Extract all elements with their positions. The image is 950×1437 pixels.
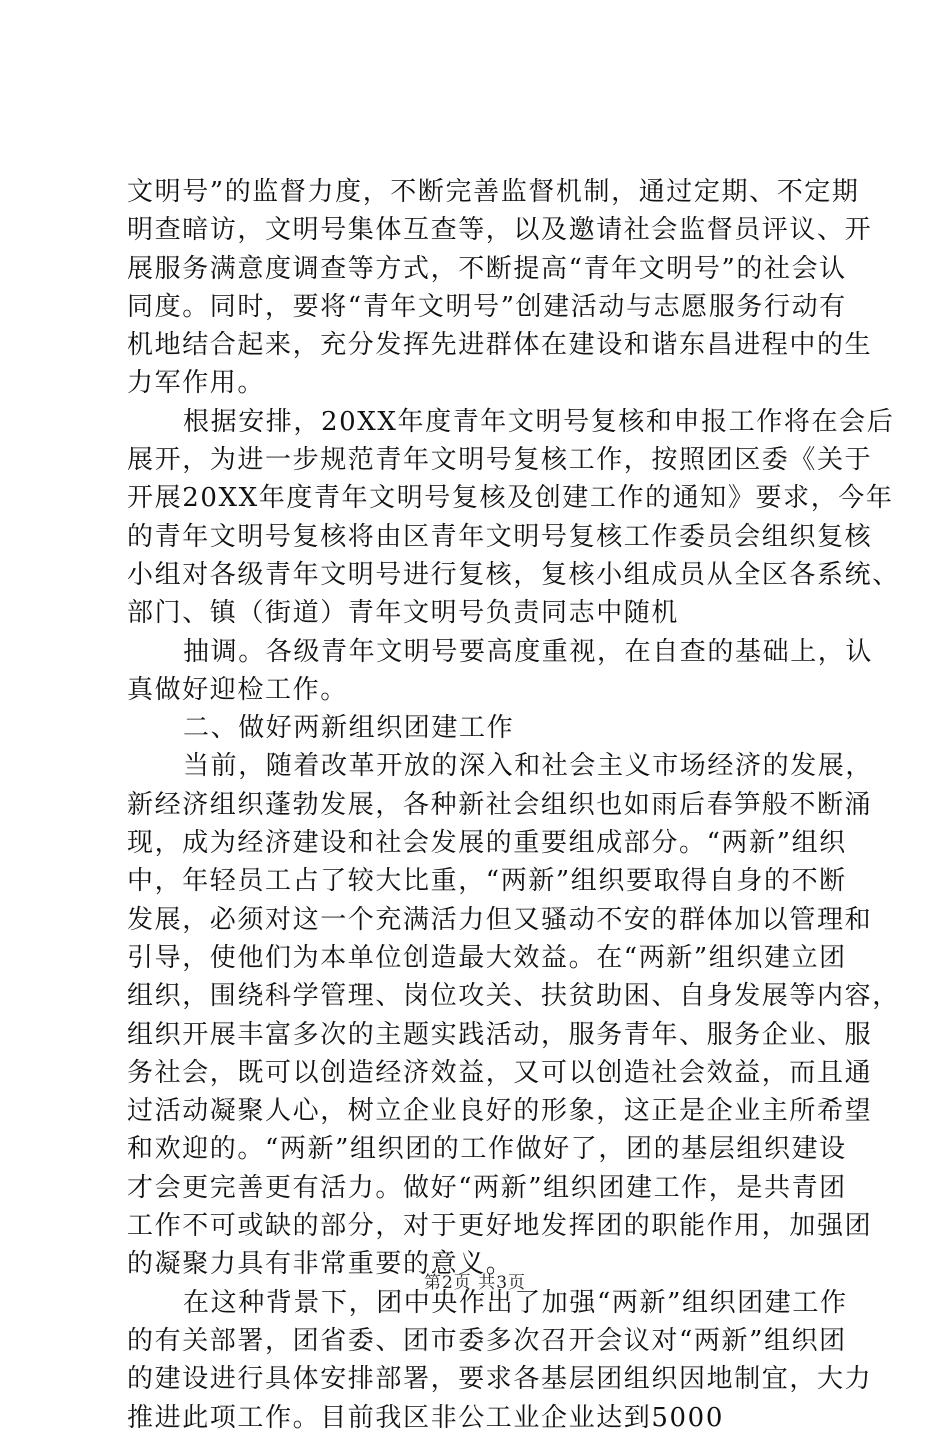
- text-line: 的有关部署，团省委、团市委多次召开会议对“两新”组织团: [127, 1325, 847, 1356]
- text-line: 的青年文明号复核将由区青年文明号复核工作委员会组织复核: [127, 521, 873, 552]
- text-line: 新经济组织蓬勃发展，各种新社会组织也如雨后春笋般不断涌: [127, 789, 873, 820]
- paragraph-start-line: 根据安排，20XX年度青年文明号复核和申报工作将在会后: [183, 406, 895, 437]
- text-line: 开展20XX年度青年文明号复核及创建工作的通知》要求，今年: [127, 483, 894, 514]
- paragraph-start-line: 抽调。各级青年文明号要高度重视，在自查的基础上，认: [183, 636, 874, 667]
- text-line: 发展，必须对这一个充满活力但又骚动不安的群体加以管理和: [127, 904, 873, 935]
- text-line: 展服务满意度调查等方式，不断提高“青年文明号”的社会认: [127, 253, 847, 284]
- text-line: 推进此项工作。目前我区非公工业企业达到5000: [127, 1402, 724, 1433]
- paragraph-start-line: 当前，随着改革开放的深入和社会主义市场经济的发展，: [183, 751, 874, 782]
- text-line: 组织开展丰富多次的主题实践活动，服务青年、服务企业、服: [127, 1019, 873, 1050]
- text-line: 展开，为进一步规范青年文明号复核工作，按照团区委《关于: [127, 445, 873, 476]
- text-line: 文明号”的监督力度，不断完善监督机制，通过定期、不定期: [127, 177, 860, 207]
- text-line: 机地结合起来，充分发挥先进群体在建设和谐东昌进程中的生: [127, 330, 873, 361]
- text-line: 工作不可或缺的部分，对于更好地发挥团的职能作用，加强团: [127, 1211, 873, 1242]
- text-line: 过活动凝聚人心，树立企业良好的形象，这正是企业主所希望: [127, 1096, 873, 1127]
- text-line: 和欢迎的。“两新”组织团的工作做好了，团的基层组织建设: [127, 1134, 847, 1165]
- text-line: 引导，使他们为本单位创造最大效益。在“两新”组织建立团: [127, 942, 847, 973]
- text-line: 现，成为经济建设和社会发展的重要组成部分。“两新”组织: [127, 828, 847, 859]
- text-line: 部门、镇（街道）青年文明号负责同志中随机: [127, 598, 680, 629]
- text-line: 的建设进行具体安排部署，要求各基层团组织因地制宜，大力: [127, 1364, 873, 1395]
- paragraph-start-line: 在这种背景下，团中央作出了加强“两新”组织团建工作: [183, 1287, 848, 1318]
- text-line: 同度。同时，要将“青年文明号”创建活动与志愿服务行动有: [127, 291, 847, 322]
- text-line: 的凝聚力具有非常重要的意义。: [127, 1249, 514, 1280]
- page-number-footer: 第2页 共3页: [423, 1273, 527, 1293]
- text-line: 小组对各级青年文明号进行复核，复核小组成员从全区各系统、: [127, 559, 900, 590]
- text-line: 力军作用。: [127, 368, 266, 399]
- text-line: 明查暗访，文明号集体互查等，以及邀请社会监督员评议、开: [127, 215, 873, 246]
- text-line: 中，年轻员工占了较大比重，“两新”组织要取得自身的不断: [127, 866, 847, 897]
- section-heading: 二、做好两新组织团建工作: [183, 713, 515, 744]
- text-line: 才会更完善更有活力。做好“两新”组织团建工作，是共青团: [127, 1172, 847, 1203]
- text-line: 务社会，既可以创造经济效益，又可以创造社会效益，而且通: [127, 1057, 873, 1088]
- text-line: 组织，围绕科学管理、岗位攻关、扶贫助困、自身发展等内容，: [127, 981, 900, 1012]
- document-body: [127, 173, 900, 1437]
- text-line: 真做好迎检工作。: [127, 674, 348, 705]
